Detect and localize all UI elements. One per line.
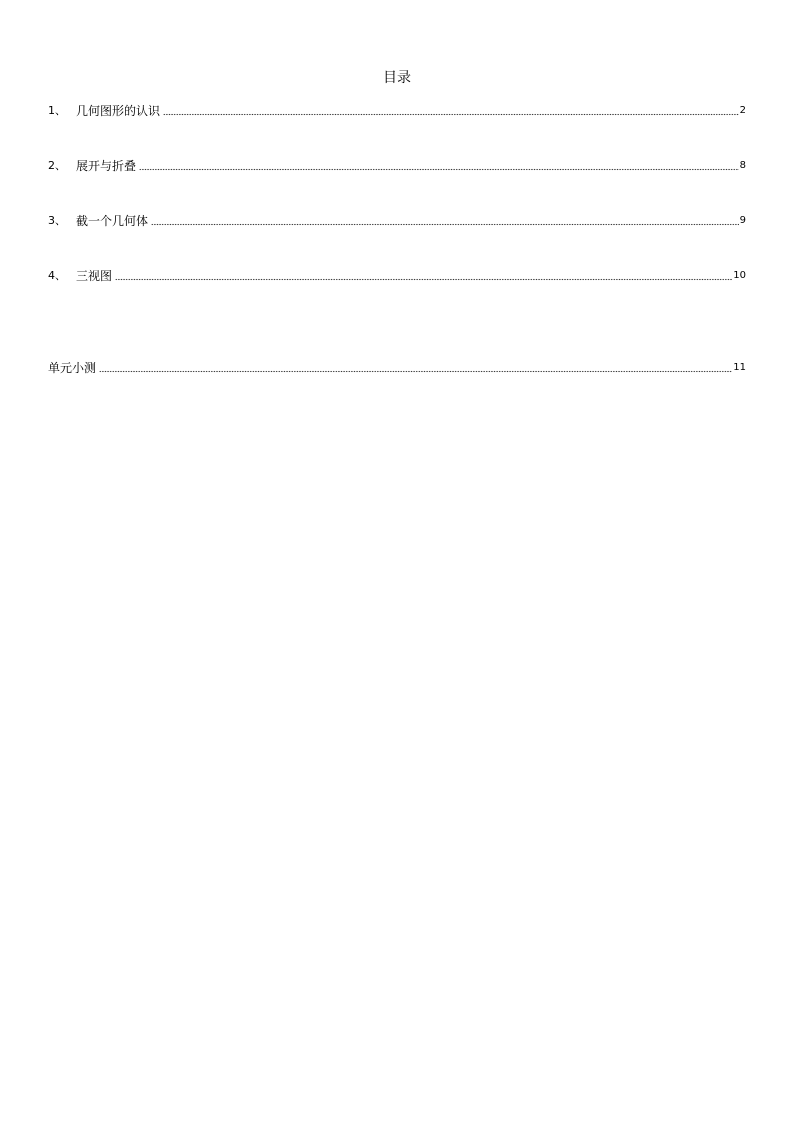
toc-entry-number: 1、 (48, 104, 66, 117)
toc-entry-page: 9 (739, 215, 746, 226)
toc-title: 目录 (383, 70, 411, 86)
dot-leader (115, 278, 732, 281)
toc-entry-number: 4、 (48, 269, 66, 282)
dot-leader (163, 113, 739, 116)
toc-entry-2[interactable] (48, 158, 746, 174)
toc-entry-number: 3、 (48, 214, 66, 227)
toc-entry-text: 几何图形的认识 (76, 104, 161, 118)
toc-entry-4[interactable] (48, 268, 746, 284)
toc-entry-text: 三视图 (76, 269, 113, 283)
toc-entry-page: 8 (739, 160, 746, 171)
dot-leader (139, 168, 739, 171)
toc-entry-text: 截一个几何体 (76, 214, 149, 228)
toc-entry-text: 展开与折叠 (76, 159, 137, 173)
toc-entry-page: 10 (733, 270, 746, 281)
toc-entry-1[interactable] (48, 103, 746, 119)
toc-entry-page: 2 (739, 105, 746, 116)
toc-entry-3[interactable] (48, 213, 746, 229)
toc-entry-page: 11 (733, 362, 746, 373)
toc-entry-number: 2、 (48, 159, 66, 172)
toc-entry-unit-test[interactable] (48, 360, 746, 376)
dot-leader (99, 370, 732, 373)
toc-entry-text: 单元小测 (48, 361, 97, 375)
dot-leader (151, 223, 739, 226)
